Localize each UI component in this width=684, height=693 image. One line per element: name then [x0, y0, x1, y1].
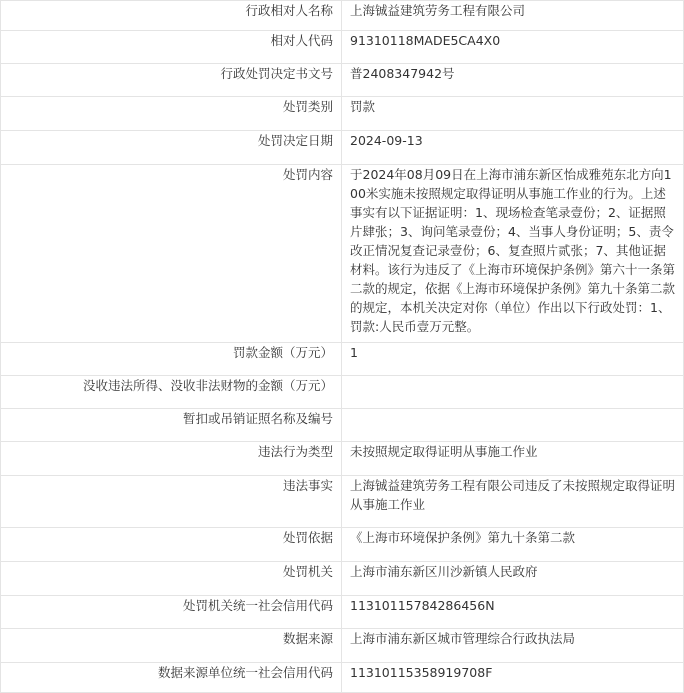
value-party-code: 91310118MADE5CA4X0: [342, 31, 684, 64]
value-authority-credit-code: 11310115784286456N: [342, 596, 684, 629]
value-penalty-category: 罚款: [342, 97, 684, 131]
row-fine-amount: [1, 343, 684, 376]
label-fine-amount: 罚款金额（万元）: [1, 343, 342, 376]
row-penalty-basis: [1, 528, 684, 562]
label-decision-number: 行政处罚决定书文号: [1, 64, 342, 97]
label-penalty-authority: 处罚机关: [1, 562, 342, 596]
row-source-credit-code: [1, 663, 684, 693]
label-license-revoked: 暂扣或吊销证照名称及编号: [1, 409, 342, 442]
value-data-source: 上海市浦东新区城市管理综合行政执法局: [342, 629, 684, 663]
label-data-source: 数据来源: [1, 629, 342, 663]
row-violation-type: [1, 442, 684, 476]
row-authority-credit-code: [1, 596, 684, 629]
label-penalty-category: 处罚类别: [1, 97, 342, 131]
row-decision-number: [1, 64, 684, 97]
label-party-code: 相对人代码: [1, 31, 342, 64]
label-party-name: 行政相对人名称: [1, 1, 342, 31]
row-penalty-category: [1, 97, 684, 131]
value-party-name: 上海铖益建筑劳务工程有限公司: [342, 1, 684, 31]
label-penalty-basis: 处罚依据: [1, 528, 342, 562]
label-violation-type: 违法行为类型: [1, 442, 342, 476]
row-data-source: [1, 629, 684, 663]
value-confiscation-amount: [342, 376, 684, 409]
value-violation-facts: 上海铖益建筑劳务工程有限公司违反了未按照规定取得证明从事施工作业: [342, 476, 684, 528]
value-penalty-content: 于2024年08月09日在上海市浦东新区怡成雅苑东北方向100米实施未按照规定取得证明从事施工作业的行为。上述事实有以下证据证明：1、现场检查笔录壹份；2、证据照片肆张；3、询问笔录壹份；4、当事人身份证明；5、责令改正情况复查记录壹份；6、复查照片贰张；7、其他证据材料。该行为违反了《上海市环境保护条例》第六十一条第二款的规定，依据《上海市环境保护条例》第九十条第二款的规定，本机关决定对你（单位）作出以下行政处罚：1、罚款:人民币壹万元整。: [342, 165, 684, 343]
row-license-revoked: [1, 409, 684, 442]
value-fine-amount: 1: [342, 343, 684, 376]
row-confiscation-amount: [1, 376, 684, 409]
row-penalty-authority: [1, 562, 684, 596]
value-penalty-basis: 《上海市环境保护条例》第九十条第二款: [342, 528, 684, 562]
label-violation-facts: 违法事实: [1, 476, 342, 528]
value-source-credit-code: 11310115358919708F: [342, 663, 684, 693]
label-decision-date: 处罚决定日期: [1, 131, 342, 165]
value-license-revoked: [342, 409, 684, 442]
label-authority-credit-code: 处罚机关统一社会信用代码: [1, 596, 342, 629]
value-decision-date: 2024-09-13: [342, 131, 684, 165]
label-penalty-content: 处罚内容: [1, 165, 342, 343]
value-decision-number: 普2408347942号: [342, 64, 684, 97]
row-party-name: [1, 1, 684, 31]
row-penalty-content: [1, 165, 684, 343]
value-penalty-authority: 上海市浦东新区川沙新镇人民政府: [342, 562, 684, 596]
label-source-credit-code: 数据来源单位统一社会信用代码: [1, 663, 342, 693]
label-confiscation-amount: 没收违法所得、没收非法财物的金额（万元）: [1, 376, 342, 409]
value-violation-type: 未按照规定取得证明从事施工作业: [342, 442, 684, 476]
row-party-code: [1, 31, 684, 64]
row-violation-facts: [1, 476, 684, 528]
row-decision-date: [1, 131, 684, 165]
